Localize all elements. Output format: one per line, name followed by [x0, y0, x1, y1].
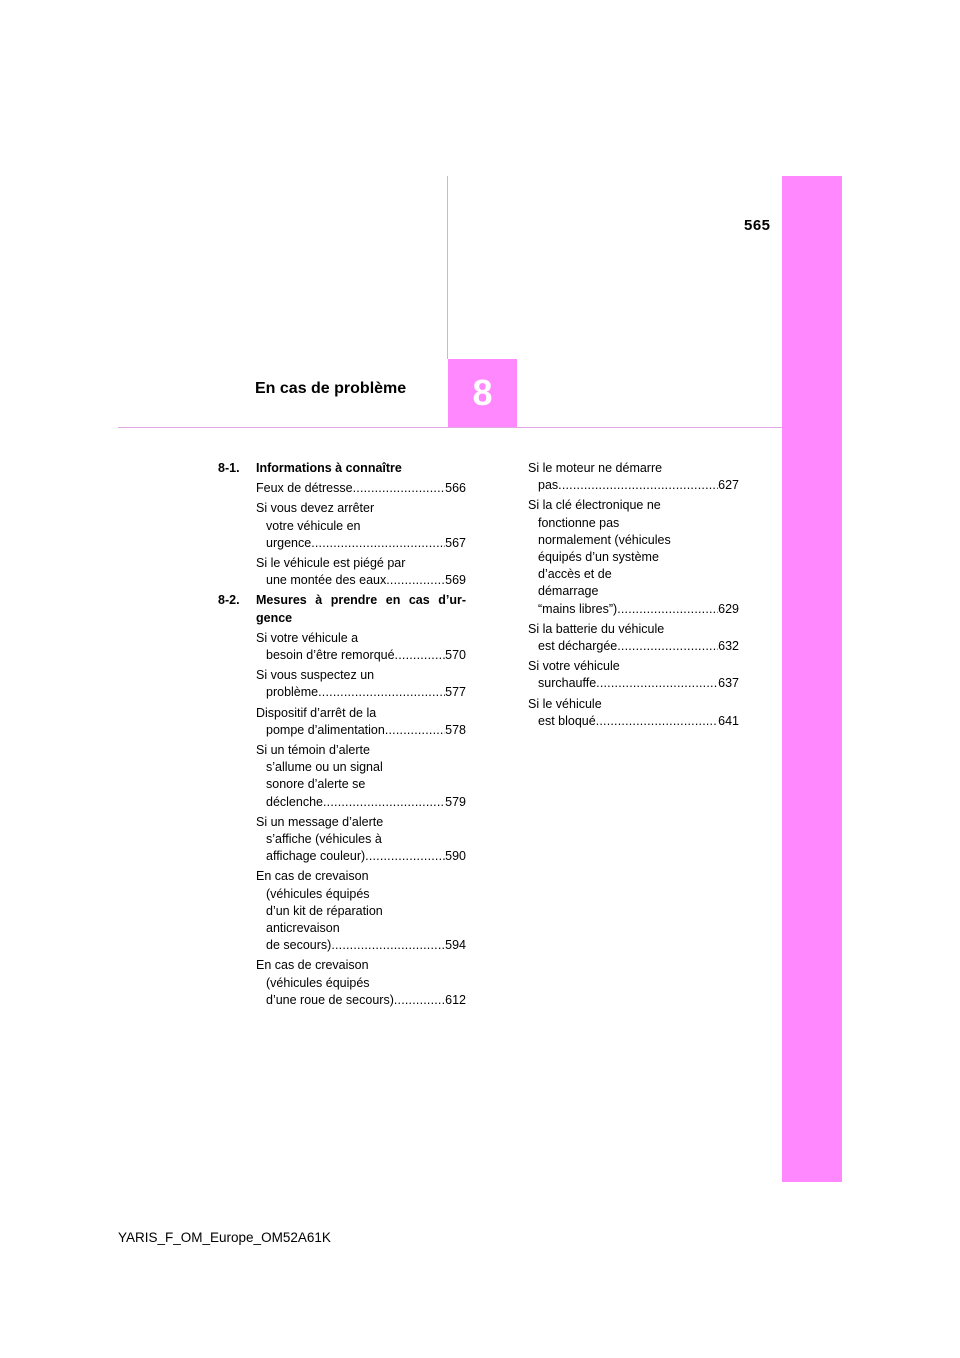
toc-page-number: 641: [718, 713, 739, 728]
dot-leader: [318, 684, 445, 701]
toc-entry-line: (véhicules équipés: [266, 975, 370, 990]
toc-section: [218, 592, 466, 626]
toc-page-number: 627: [718, 478, 739, 493]
toc-entry-line: Dispositif d’arrêt de la: [256, 705, 377, 720]
toc-entry-line: Si vous devez arrêter: [256, 501, 375, 516]
toc-entry-line: En cas de crevaison: [256, 869, 369, 884]
dot-leader: [311, 535, 445, 552]
toc-entry-line: fonctionne pas: [538, 515, 620, 530]
toc-entry-line: Si votre véhicule: [528, 659, 620, 674]
toc-page-number: 567: [445, 535, 466, 550]
toc-entry-line: s’allume ou un signal: [266, 760, 383, 775]
toc-entry-line: Si le moteur ne démarre: [528, 461, 663, 475]
toc-entry-line: Si le véhicule est piégé par: [256, 556, 406, 571]
toc-page-number: 578: [445, 722, 466, 737]
toc-page-number: 629: [718, 601, 739, 616]
toc-entry-text: une montée des eaux: [266, 573, 387, 588]
document-footer: YARIS_F_OM_Europe_OM52A61K: [118, 1230, 331, 1245]
toc-entry-text: Feux de détresse: [256, 481, 353, 496]
toc-entry-line: sonore d’alerte se: [266, 777, 366, 792]
toc-entry-last-line: [528, 638, 739, 655]
toc-section: [218, 460, 466, 477]
toc-section-heading: [218, 460, 466, 477]
dot-leader: [558, 477, 718, 494]
toc-entry-text: pas: [538, 478, 559, 493]
toc-entry-text: est déchargée: [538, 639, 618, 654]
dot-leader: [596, 713, 718, 730]
dot-leader: [395, 647, 446, 664]
toc-entry-line: d’accès et de: [538, 567, 612, 582]
toc-entry-line: votre véhicule en: [266, 518, 361, 533]
toc-entry-text: déclenche: [266, 794, 323, 809]
toc-entry[interactable]: [256, 480, 466, 497]
toc-entry-last-line: [528, 675, 739, 692]
toc-entry[interactable]: [528, 696, 739, 730]
toc-entry[interactable]: [528, 497, 739, 617]
toc-entry-line: Si la clé électronique ne: [528, 498, 661, 513]
toc-entry-text: pompe d’alimentation: [266, 722, 385, 737]
toc-page-number: 570: [445, 648, 466, 663]
dot-leader: [365, 848, 445, 865]
chapter-title: En cas de problème: [255, 380, 407, 397]
dot-leader: [617, 638, 718, 655]
toc-entry-line: Si vous suspectez un: [256, 668, 375, 683]
toc-entry[interactable]: [256, 868, 466, 954]
toc-entry-line: équipés d’un système: [538, 550, 659, 565]
toc-entry-line: anticrevaison: [266, 921, 340, 936]
toc-entry-text: de secours): [266, 938, 332, 953]
toc-entry[interactable]: [256, 630, 466, 664]
toc-page-number: 594: [445, 938, 466, 953]
dot-leader: [331, 937, 445, 954]
toc-entry-last-line: [256, 848, 466, 865]
toc-entry-text: besoin d’être remorqué: [266, 648, 395, 663]
toc-entry-last-line: [256, 572, 466, 589]
toc-entry-line: d’un kit de réparation: [266, 903, 383, 918]
toc-right-column: [528, 460, 739, 733]
toc-entry-text: surchauffe: [538, 676, 597, 691]
toc-entry-line: Si un témoin d’alerte: [256, 743, 370, 758]
toc-entry-last-line: [256, 992, 466, 1009]
toc-entry-last-line: [256, 684, 466, 701]
vertical-rule: [447, 176, 448, 359]
toc-section-title: Informations à connaître: [256, 461, 402, 475]
toc-entry-line: Si votre véhicule a: [256, 630, 359, 645]
toc-entry-last-line: [256, 794, 466, 811]
toc-entry-text: est bloqué: [538, 713, 596, 728]
toc-entry-last-line: [528, 713, 739, 730]
toc-entry[interactable]: [256, 814, 466, 866]
toc-entry-line: (véhicules équipés: [266, 886, 370, 901]
toc-entry-last-line: [256, 480, 466, 497]
dot-leader: [323, 794, 445, 811]
toc-section-heading: [218, 592, 466, 626]
toc-entry[interactable]: [528, 621, 739, 655]
toc-entry[interactable]: [528, 658, 739, 692]
toc-left-column: [218, 460, 466, 1012]
page-number: 565: [744, 217, 771, 234]
toc-entry-text: problème: [266, 685, 319, 700]
toc-entry-text: “mains libres”): [538, 601, 618, 616]
header-rule: [118, 427, 782, 428]
toc-entry-last-line: [256, 937, 466, 954]
dot-leader: [596, 675, 718, 692]
toc-page-number: 569: [445, 573, 466, 588]
dot-leader: [386, 572, 445, 589]
chapter-side-tab: [782, 176, 842, 1182]
toc-entry-text: urgence: [266, 535, 312, 550]
toc-entry-line: normalement (véhicules: [538, 532, 671, 547]
toc-entry-line: démarrage: [538, 584, 599, 599]
toc-entry[interactable]: [256, 500, 466, 552]
toc-entry-line: Si la batterie du véhicule: [528, 621, 665, 636]
toc-page-number: 637: [718, 676, 739, 691]
toc-entry[interactable]: [256, 555, 466, 589]
toc-entry-line: s’affiche (véhicules à: [266, 832, 382, 847]
toc-entry-last-line: [256, 722, 466, 739]
toc-entry[interactable]: [256, 667, 466, 701]
dot-leader: [385, 722, 445, 739]
toc-entry-line: Si le véhicule: [528, 696, 602, 711]
chapter-number-box: 8: [448, 359, 517, 427]
toc-entry-last-line: [256, 647, 466, 664]
toc-entry[interactable]: [256, 742, 466, 811]
toc-section-title: Mesures à prendre en cas d’ur- gence: [256, 593, 466, 625]
toc-entry-last-line: [528, 601, 739, 618]
toc-page-number: 590: [445, 849, 466, 864]
toc-entry-last-line: [528, 477, 739, 494]
toc-section-number: 8-1.: [218, 461, 240, 475]
toc-page-number: 577: [445, 685, 466, 700]
dot-leader: [394, 992, 445, 1009]
toc-page-number: 566: [445, 481, 466, 496]
toc-page-number: 632: [718, 639, 739, 654]
toc-entry-text: affichage couleur): [266, 849, 366, 864]
dot-leader: [617, 601, 718, 618]
toc-page-number: 612: [445, 992, 466, 1007]
toc-section-number: 8-2.: [218, 593, 240, 608]
dot-leader: [353, 480, 446, 497]
toc-entry[interactable]: [256, 957, 466, 1009]
toc-entry-line: En cas de crevaison: [256, 958, 369, 973]
toc-entry-text: d’une roue de secours): [266, 992, 394, 1007]
toc-page-number: 579: [445, 794, 466, 809]
toc-entry[interactable]: [528, 460, 739, 494]
toc-entry-line: Si un message d’alerte: [256, 814, 384, 829]
toc-entry[interactable]: [256, 705, 466, 739]
toc-entry-last-line: [256, 535, 466, 552]
